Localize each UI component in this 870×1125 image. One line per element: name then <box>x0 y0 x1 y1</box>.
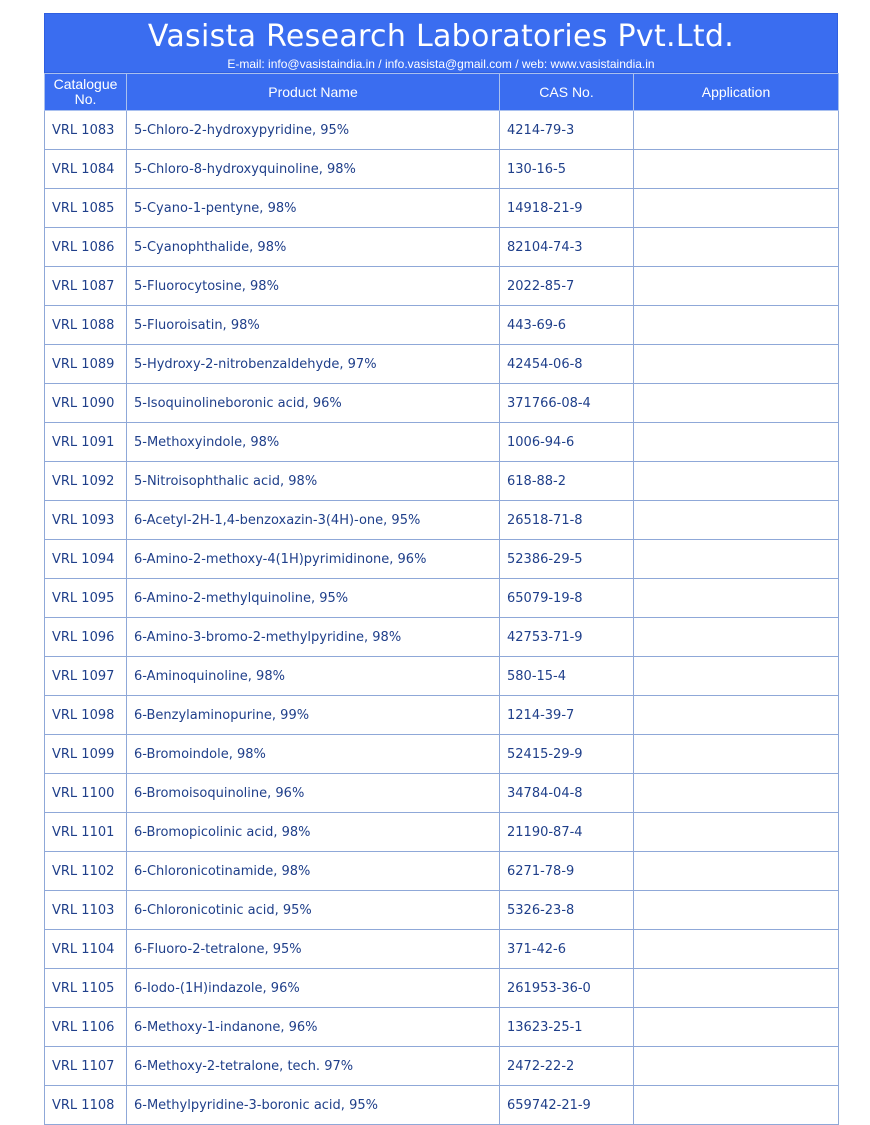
application-cell <box>634 306 839 345</box>
table-row <box>45 735 839 774</box>
cas-number-cell: 1214-39-7 <box>500 696 634 735</box>
cas-number-cell: 26518-71-8 <box>500 501 634 540</box>
catalogue-number-cell: VRL 1097 <box>45 657 127 696</box>
cas-number-cell: 371766-08-4 <box>500 384 634 423</box>
cas-number-cell: 580-15-4 <box>500 657 634 696</box>
catalogue-number-cell: VRL 1107 <box>45 1047 127 1086</box>
application-cell <box>634 618 839 657</box>
product-name-cell: 6-Methylpyridine-3-boronic acid, 95% <box>127 1086 500 1125</box>
application-cell <box>634 384 839 423</box>
catalogue-number-cell: VRL 1084 <box>45 150 127 189</box>
cas-number-cell: 443-69-6 <box>500 306 634 345</box>
product-name-cell: 6-Amino-2-methoxy-4(1H)pyrimidinone, 96% <box>127 540 500 579</box>
catalogue-number-cell: VRL 1083 <box>45 111 127 150</box>
catalogue-label-line1: Catalogue <box>53 76 118 92</box>
catalogue-number-cell: VRL 1086 <box>45 228 127 267</box>
product-name-cell: 6-Amino-3-bromo-2-methylpyridine, 98% <box>127 618 500 657</box>
table-row <box>45 228 839 267</box>
column-header-product: Product Name <box>127 74 500 111</box>
cas-number-cell: 1006-94-6 <box>500 423 634 462</box>
cas-number-cell: 14918-21-9 <box>500 189 634 228</box>
table-row <box>45 930 839 969</box>
column-header-cas: CAS No. <box>500 74 634 111</box>
application-cell <box>634 150 839 189</box>
application-cell <box>634 345 839 384</box>
application-cell <box>634 735 839 774</box>
table-row <box>45 306 839 345</box>
application-cell <box>634 423 839 462</box>
product-name-cell: 5-Chloro-2-hydroxypyridine, 95% <box>127 111 500 150</box>
table-row <box>45 423 839 462</box>
table-row <box>45 501 839 540</box>
catalogue-number-cell: VRL 1090 <box>45 384 127 423</box>
application-cell <box>634 111 839 150</box>
product-name-cell: 6-Methoxy-1-indanone, 96% <box>127 1008 500 1047</box>
product-name-cell: 5-Isoquinolineboronic acid, 96% <box>127 384 500 423</box>
table-row <box>45 852 839 891</box>
application-cell <box>634 852 839 891</box>
product-name-cell: 6-Chloronicotinamide, 98% <box>127 852 500 891</box>
cas-number-cell: 130-16-5 <box>500 150 634 189</box>
cas-number-cell: 261953-36-0 <box>500 969 634 1008</box>
application-cell <box>634 696 839 735</box>
product-name-cell: 5-Nitroisophthalic acid, 98% <box>127 462 500 501</box>
product-name-cell: 6-Methoxy-2-tetralone, tech. 97% <box>127 1047 500 1086</box>
cas-number-cell: 82104-74-3 <box>500 228 634 267</box>
table-row <box>45 774 839 813</box>
cas-number-cell: 52415-29-9 <box>500 735 634 774</box>
product-name-cell: 6-Bromopicolinic acid, 98% <box>127 813 500 852</box>
table-row <box>45 189 839 228</box>
catalogue-number-cell: VRL 1092 <box>45 462 127 501</box>
table-row <box>45 540 839 579</box>
cas-number-cell: 618-88-2 <box>500 462 634 501</box>
cas-number-cell: 659742-21-9 <box>500 1086 634 1125</box>
application-cell <box>634 891 839 930</box>
table-row <box>45 111 839 150</box>
table-body <box>45 111 839 1125</box>
cas-number-cell: 42753-71-9 <box>500 618 634 657</box>
catalogue-number-cell: VRL 1094 <box>45 540 127 579</box>
application-cell <box>634 657 839 696</box>
catalogue-number-cell: VRL 1108 <box>45 1086 127 1125</box>
application-cell <box>634 579 839 618</box>
product-name-cell: 6-Amino-2-methylquinoline, 95% <box>127 579 500 618</box>
table-row <box>45 150 839 189</box>
catalogue-number-cell: VRL 1099 <box>45 735 127 774</box>
product-table <box>44 73 839 1125</box>
product-name-cell: 6-Aminoquinoline, 98% <box>127 657 500 696</box>
catalogue-number-cell: VRL 1093 <box>45 501 127 540</box>
application-cell <box>634 540 839 579</box>
table-row <box>45 267 839 306</box>
application-cell <box>634 969 839 1008</box>
cas-number-cell: 6271-78-9 <box>500 852 634 891</box>
table-header <box>45 74 839 111</box>
cas-number-cell: 13623-25-1 <box>500 1008 634 1047</box>
table-row <box>45 384 839 423</box>
cas-number-cell: 4214-79-3 <box>500 111 634 150</box>
product-name-cell: 5-Fluorocytosine, 98% <box>127 267 500 306</box>
catalogue-number-cell: VRL 1104 <box>45 930 127 969</box>
product-name-cell: 6-Acetyl-2H-1,4-benzoxazin-3(4H)-one, 95% <box>127 501 500 540</box>
table-row <box>45 657 839 696</box>
product-name-cell: 5-Hydroxy-2-nitrobenzaldehyde, 97% <box>127 345 500 384</box>
cas-number-cell: 2472-22-2 <box>500 1047 634 1086</box>
application-cell <box>634 930 839 969</box>
product-name-cell: 5-Chloro-8-hydroxyquinoline, 98% <box>127 150 500 189</box>
cas-number-cell: 65079-19-8 <box>500 579 634 618</box>
table-row <box>45 618 839 657</box>
catalogue-label-line2: No. <box>74 91 97 107</box>
catalogue-number-cell: VRL 1098 <box>45 696 127 735</box>
table-row <box>45 345 839 384</box>
table-row <box>45 891 839 930</box>
application-cell <box>634 189 839 228</box>
catalogue-number-cell: VRL 1085 <box>45 189 127 228</box>
catalogue-number-cell: VRL 1101 <box>45 813 127 852</box>
application-cell <box>634 1047 839 1086</box>
contact-line: E-mail: info@vasistaindia.in / info.vasista@gmail.com / web: www.vasistaindia.in <box>227 57 655 71</box>
cas-number-cell: 2022-85-7 <box>500 267 634 306</box>
product-name-cell: 5-Cyano-1-pentyne, 98% <box>127 189 500 228</box>
cas-number-cell: 371-42-6 <box>500 930 634 969</box>
column-header-application: Application <box>634 74 839 111</box>
cas-number-cell: 21190-87-4 <box>500 813 634 852</box>
catalogue-number-cell: VRL 1103 <box>45 891 127 930</box>
catalogue-number-cell: VRL 1087 <box>45 267 127 306</box>
application-cell <box>634 774 839 813</box>
catalogue-number-cell: VRL 1091 <box>45 423 127 462</box>
cas-number-cell: 5326-23-8 <box>500 891 634 930</box>
product-name-cell: 6-Iodo-(1H)indazole, 96% <box>127 969 500 1008</box>
company-name: Vasista Research Laboratories Pvt.Ltd. <box>147 19 735 54</box>
application-cell <box>634 501 839 540</box>
catalogue-number-cell: VRL 1095 <box>45 579 127 618</box>
product-name-cell: 5-Fluoroisatin, 98% <box>127 306 500 345</box>
table-row <box>45 969 839 1008</box>
table-row <box>45 1008 839 1047</box>
column-header-catalogue <box>45 74 127 111</box>
table-row <box>45 579 839 618</box>
application-cell <box>634 1008 839 1047</box>
table-row <box>45 1086 839 1125</box>
application-cell <box>634 813 839 852</box>
application-cell <box>634 1086 839 1125</box>
catalogue-number-cell: VRL 1088 <box>45 306 127 345</box>
cas-number-cell: 34784-04-8 <box>500 774 634 813</box>
cas-number-cell: 42454-06-8 <box>500 345 634 384</box>
table-row <box>45 1047 839 1086</box>
table-row <box>45 813 839 852</box>
catalogue-number-cell: VRL 1089 <box>45 345 127 384</box>
table-row <box>45 696 839 735</box>
catalogue-number-cell: VRL 1100 <box>45 774 127 813</box>
application-cell <box>634 267 839 306</box>
catalogue-number-cell: VRL 1102 <box>45 852 127 891</box>
table-row <box>45 462 839 501</box>
catalogue-sheet <box>44 13 838 1125</box>
application-cell <box>634 462 839 501</box>
product-name-cell: 6-Benzylaminopurine, 99% <box>127 696 500 735</box>
product-name-cell: 5-Cyanophthalide, 98% <box>127 228 500 267</box>
catalogue-number-cell: VRL 1106 <box>45 1008 127 1047</box>
catalogue-number-cell: VRL 1096 <box>45 618 127 657</box>
product-name-cell: 6-Chloronicotinic acid, 95% <box>127 891 500 930</box>
header-row <box>45 74 839 111</box>
product-name-cell: 6-Bromoisoquinoline, 96% <box>127 774 500 813</box>
application-cell <box>634 228 839 267</box>
catalogue-number-cell: VRL 1105 <box>45 969 127 1008</box>
company-banner <box>44 13 838 73</box>
product-name-cell: 6-Bromoindole, 98% <box>127 735 500 774</box>
product-name-cell: 6-Fluoro-2-tetralone, 95% <box>127 930 500 969</box>
product-name-cell: 5-Methoxyindole, 98% <box>127 423 500 462</box>
cas-number-cell: 52386-29-5 <box>500 540 634 579</box>
